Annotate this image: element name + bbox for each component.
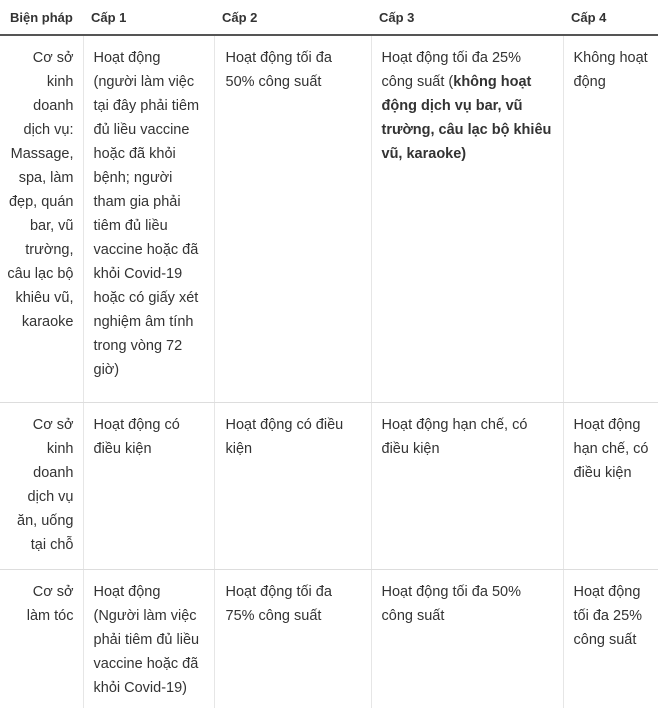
- cell-measure: Cơ sở làm tóc: [0, 570, 83, 708]
- cell-level-3: [371, 35, 563, 403]
- cell-level-3-text: Hoạt động tối đa 25% công suất (: [382, 50, 521, 90]
- header-level-2: Cấp 2: [214, 0, 371, 35]
- table-row: [0, 403, 658, 570]
- header-level-3: Cấp 3: [371, 0, 563, 35]
- header-level-1: Cấp 1: [83, 0, 214, 35]
- header-row: [0, 0, 658, 35]
- cell-level-3-bold-text: không hoạt động dịch vụ bar, vũ trường, câu lạc bộ khiêu vũ, karaoke): [382, 74, 552, 162]
- header-measure: Biện pháp: [0, 0, 83, 35]
- header-level-4: Cấp 4: [563, 0, 658, 35]
- cell-measure: Cơ sở kinh doanh dịch vụ: Massage, spa, làm đẹp, quán bar, vũ trường, câu lạc bộ khiêu vũ, karaoke: [0, 35, 83, 403]
- cell-level-1: Hoạt động có điều kiện: [83, 403, 214, 570]
- cell-level-2: Hoạt động tối đa 50% công suất: [214, 35, 371, 403]
- table-header: [0, 0, 658, 35]
- cell-level-3: Hoạt động tối đa 50% công suất: [371, 570, 563, 708]
- cell-level-3: Hoạt động hạn chế, có điều kiện: [371, 403, 563, 570]
- cell-level-1: Hoạt động (Người làm việc phải tiêm đủ liều vaccine hoặc đã khỏi Covid-19): [83, 570, 214, 708]
- table-row: [0, 570, 658, 708]
- cell-level-2: Hoạt động có điều kiện: [214, 403, 371, 570]
- table-row: [0, 35, 658, 403]
- cell-level-4: Hoạt động tối đa 25% công suất: [563, 570, 658, 708]
- table-body: [0, 35, 658, 708]
- cell-level-2: Hoạt động tối đa 75% công suất: [214, 570, 371, 708]
- cell-level-4: Không hoạt động: [563, 35, 658, 403]
- cell-level-1: Hoạt động (người làm việc tại đây phải tiêm đủ liều vaccine hoặc đã khỏi bệnh; người tham gia phải tiêm đủ liều vaccine hoặc đã khỏi Covid-19 hoặc có giấy xét nghiệm âm tính trong vòng 72 giờ): [83, 35, 214, 403]
- cell-level-4: Hoạt động hạn chế, có điều kiện: [563, 403, 658, 570]
- cell-measure: Cơ sở kinh doanh dịch vụ ăn, uống tại chỗ: [0, 403, 83, 570]
